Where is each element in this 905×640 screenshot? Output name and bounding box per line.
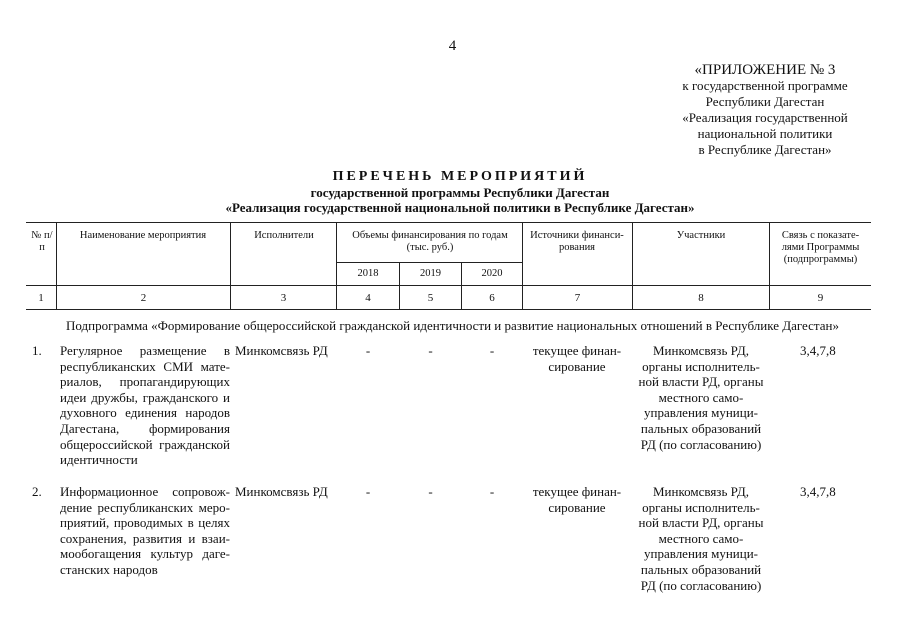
row-num: 2. — [32, 484, 42, 499]
row-name: Регулярное размещение в республиканских СМИ мате-риалов, пропагандирующих идеи дружбы, гражданского и духовного единения народов Дагестана, формирования общероссийской гражданской идентичности — [60, 343, 230, 468]
table-line-years — [336, 262, 522, 263]
appendix-line: к государственной программе — [682, 78, 848, 93]
header-year: 2019 — [420, 268, 441, 279]
appendix-title: «ПРИЛОЖЕНИЕ № 3 — [694, 62, 836, 78]
row-executor: Минкомсвязь РД — [235, 343, 328, 358]
header-num: № п/п — [31, 230, 53, 253]
row-executor: Минкомсвязь РД — [235, 484, 328, 499]
row-2019: - — [428, 484, 433, 499]
table-line-numbers-bottom — [26, 309, 871, 310]
column-number: 6 — [489, 292, 495, 304]
appendix-line: «Реализация государственной — [682, 110, 848, 125]
appendix-line: национальной политики — [697, 126, 833, 141]
column-number: 4 — [365, 292, 371, 304]
row-link: 3,4,7,8 — [800, 343, 836, 358]
title-line-2: государственной программы Республики Дагестан — [310, 185, 610, 200]
table-line-header-bottom — [26, 285, 871, 286]
page-number: 4 — [448, 38, 457, 54]
row-2018: - — [365, 484, 371, 499]
column-number: 3 — [280, 292, 287, 304]
row-participants: Минкомсвязь РД, органы исполнитель-ной власти РД, органы местного само-управления муници-пальных образований РД (по согласованию) — [638, 343, 764, 452]
row-2018: - — [365, 343, 371, 358]
header-name: Наименование мероприятия — [79, 230, 207, 241]
appendix-block — [640, 62, 890, 158]
subprogram-title: Подпрограмма «Формирование общероссийской гражданской идентичности и развитие национальных отношений в Республике Дагестан» — [66, 318, 839, 333]
row-num: 1. — [32, 343, 42, 358]
appendix-line: в Республике Дагестан» — [698, 142, 832, 157]
appendix-line: Республики Дагестан — [705, 94, 825, 109]
header-year: 2018 — [357, 268, 379, 279]
row-2020: - — [489, 343, 495, 358]
row-participants: Минкомсвязь РД, органы исполнитель-ной власти РД, органы местного само-управления муници-пальных образований РД (по согласованию) — [638, 484, 764, 593]
column-number: 7 — [574, 292, 581, 304]
column-number: 2 — [140, 292, 147, 304]
header-link: Связь с показате-лями Программы (подпрограммы) — [781, 230, 860, 265]
row-source: текущее финан-сирование — [532, 484, 622, 515]
row-name: Информационное сопровож-дение республиканских меро-приятий, проводимых в целях сохранения, развития и взаи-мообогащения культур даге-станских народов — [60, 484, 230, 577]
row-link: 3,4,7,8 — [800, 484, 836, 499]
header-executors: Исполнители — [254, 230, 314, 241]
row-source: текущее финан-сирование — [532, 343, 622, 374]
header-year: 2020 — [481, 268, 503, 279]
table-line-top — [26, 222, 871, 223]
column-number: 9 — [817, 292, 824, 304]
header-sources: Источники финанси-рования — [530, 230, 624, 253]
title-line-3: «Реализация государственной национальной политики в Республике Дагестан» — [225, 200, 695, 215]
column-number: 1 — [38, 292, 44, 304]
document-title — [40, 168, 880, 215]
row-2019: - — [428, 343, 433, 358]
row-2020: - — [489, 484, 495, 499]
title-line-1: ПЕРЕЧЕНЬ МЕРОПРИЯТИЙ — [332, 169, 588, 184]
column-number: 5 — [427, 292, 434, 304]
column-number: 8 — [698, 292, 704, 304]
header-funding: Объемы финансирования по годам (тыс. руб.) — [352, 230, 508, 253]
header-participants: Участники — [676, 230, 726, 241]
